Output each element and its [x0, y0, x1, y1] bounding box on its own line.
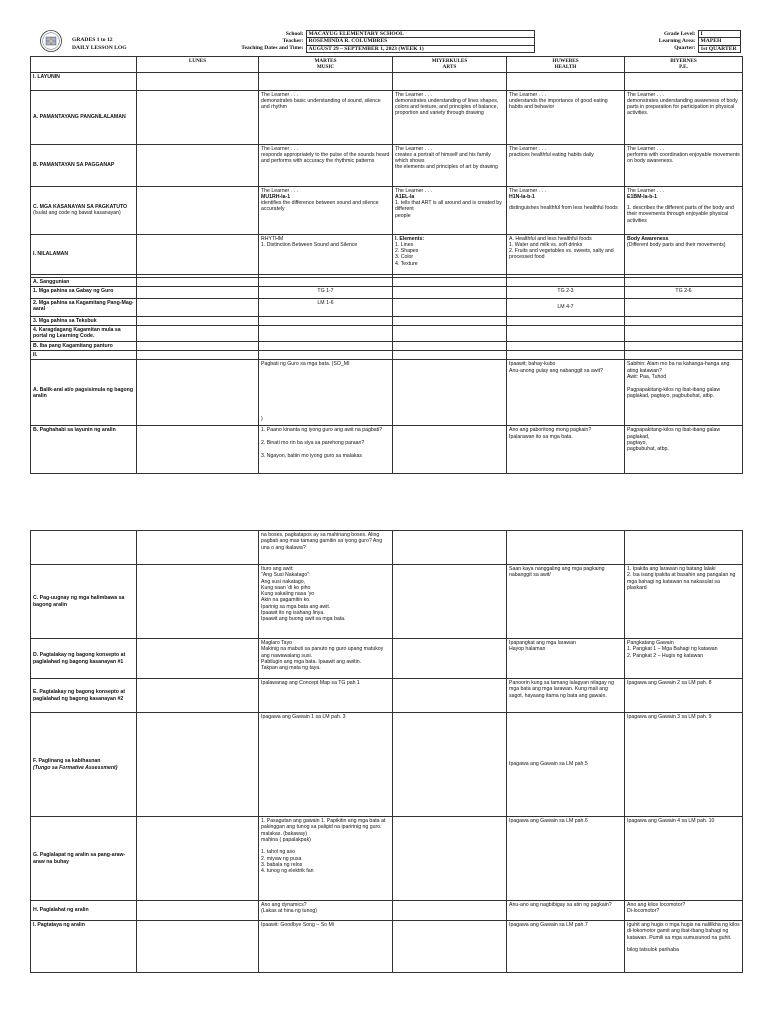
row-karagdagan-label: 4. Karagdagang Kagamitan mula sa portal ng Learning Code.: [31, 326, 137, 342]
row-pag-uugnay-biyernes: 1. Ipakita ang larawan ng batang lalaki 2. Isa isang ipakita at basahin ang pangalan ng mga bahagi ng katawan na nakasulat sa plaskard: [625, 565, 743, 639]
school-value: MACAYUG ELEMENTARY SCHOOL: [306, 31, 534, 38]
row-balik-aral-huwebes: Ipaawit; bahay-kubo Anu-anong gulay ang nabanggit sa awit?: [507, 360, 625, 426]
dates-label: Teaching Dates and Time:: [241, 45, 304, 52]
daily-lesson-log-label: DAILY LESSON LOG: [72, 45, 127, 51]
teacher-label: Teacher:: [282, 37, 304, 44]
row-paglalahat-label: H. Paglalahat ng aralin: [31, 901, 137, 921]
row-kagamitan-huwebes: LM 4-7: [507, 298, 625, 316]
grade-level-label: Grade Level:: [663, 30, 696, 37]
row-paglalahat-martes: Ano ang dynamics? (Lakas at hina ng tunog): [259, 901, 393, 921]
row-gabay-biyernes: TG 2-6: [625, 286, 743, 298]
grades-label: GRADES 1 to 12: [72, 37, 113, 43]
row-kagamitan-martes: LM 1-6: [259, 298, 393, 316]
learning-area-value: MAPEH: [698, 38, 740, 45]
deped-seal-logo: [40, 30, 62, 52]
row-balik-aral-martes: Pagbati ng Guro sa mga bata. (SO_MI ): [259, 360, 393, 426]
row-pagtalakay-2-label: E. Pagtalakay ng bagong konsepto at paglalahad ng bagong kasanayan #2: [31, 679, 137, 713]
row-b-biyernes: The Learner . . . performs with coordination enjoyable movements on body awareness.: [625, 144, 743, 186]
row-teksbuk-label: 3. Mga pahina sa Teksbuk: [31, 316, 137, 325]
row-ii-label: II.: [31, 351, 137, 360]
row-b-huwebes: The Learner . . . practices healthful eating habits daily: [507, 144, 625, 186]
row-b-miyerkules: The Learner . . . creates a portrait of himself and his family which shows the elements and principles of art by drawing: [393, 144, 507, 186]
row-nilalaman-miyerkules: I. Elements: 1. Lines 2. Shapes 3. Color 4. Texture: [393, 234, 507, 274]
row-pagtalakay-1-biyernes: Pangkatang Gawain 1. Pangkat 1 – Mga Bahagi ng katawan 2. Pangkat 2 – Hugis ng katawan: [625, 639, 743, 679]
row-paglalapat-label: G. Paglalapat ng aralin sa pang-araw-araw na buhay: [31, 817, 137, 901]
day-biyernes: BIYERNES P.E.: [625, 57, 743, 73]
row-a-huwebes: The Learner . . . understands the importance of good eating habits and behavior: [507, 90, 625, 144]
row-nilalaman-huwebes: A. Healthful and less healthful foods 1. Water and milk vs. soft drinks 2. Fruits and vegetables vs. sweets, salty and processed food: [507, 234, 625, 274]
lesson-log-table-page1: [30, 56, 743, 474]
row-pagtalakay-1-huwebes: Ipapangkat ang mga larawan Hayop halaman: [507, 639, 625, 679]
row-paglalahat-huwebes: Anu-ano ang nagbibigay sa atin ng pagkain?: [507, 901, 625, 921]
row-paglinang-biyernes: Ipagawa ang Gawain 3 sa LM pah. 9: [625, 713, 743, 817]
row-paglinang-martes: Ipagawa ang Gawain 1 sa LM pah. 3: [259, 713, 393, 817]
row-paglalapat-huwebes: Ipagawa ang Gawain sa LM pah.6: [507, 817, 625, 901]
row-a-miyerkules: The Learner . . . demonstrates understanding of lines shapes, colors and texture, and principles of balance, proportion and variety through drawing: [393, 90, 507, 144]
row-c-martes: The Learner . . . MU1RH-Ia-1 identifies the difference between sound and silence accurately: [259, 186, 393, 234]
teacher-value: ROSEMINDA R. COLUMBRES: [306, 38, 534, 45]
day-miyerkules: MIYERKULES ARTS: [393, 57, 507, 73]
row-pag-uugnay-huwebes: Saan kaya nanggaling ang mga pagkaing nabanggit sa awit/: [507, 565, 625, 639]
row-b-label: B. PAMANTAYAN SA PAGGANAP: [31, 144, 137, 186]
row-c-huwebes: The Learner . . . H1N-Ia-b-1 distinguishes healthful from less healthful foods: [507, 186, 625, 234]
row-pagtataya-label: I. Pagtataya ng aralin: [31, 921, 137, 973]
row-pagtataya-martes: Ipaawit: Goodbye Song – So Mi: [259, 921, 393, 973]
row-balik-aral-biyernes: Sabihin: Alam mo ba na kahanga-hanga ang ating katawan? Awit: Paa, Tuhod Pagpapakitang-kilos ng ibat-ibang galaw paglakad, pagtayo, pagbubuhat, atbp.: [625, 360, 743, 426]
row-c-label: C. MGA KASANAYAN SA PAGKATUTO (Isulat ang code ng bawat kasanayan): [31, 186, 137, 234]
row-a-label: A. PAMANTAYANG PANGNILALAMAN: [31, 90, 137, 144]
row-pagtalakay-2-biyernes: Ipagawa ang Gawain 2 sa LM pah. 8: [625, 679, 743, 713]
lesson-log-table-page2: [30, 530, 743, 973]
day-huwebes: HUWEBES HEALTH: [507, 57, 625, 73]
row-nilalaman-biyernes: Body Awareness (Different body parts and their movements): [625, 234, 743, 274]
row-pagtalakay-1-label: D. Pagtalakay ng bagong konsepto at paglalahad ng bagong kasanayan #1: [31, 639, 137, 679]
row-gabay-label: 1. Mga pahina sa Gabay ng Guro: [31, 286, 137, 298]
row-pagtalakay-1-martes: Maglaro Tayo Makinig na mabuti sa panuto ng guro upang matukoy ang nawawalang susi. Pabilugin ang mga bata. Ipaawit ang awitin. Takpan ang mata ng taya.: [259, 639, 393, 679]
row-balik-aral-label: A. Balik-aral at/o pagsisimula ng bagong aralin: [31, 360, 137, 426]
learning-area-label: Learning Area:: [658, 37, 696, 44]
row-top-martes: na boses, pagkatapos ay sa mahinang boses. Aling pagbati ang mas tamang gamitin sa iyong guro? Ang una o ang ikalawa?: [259, 531, 393, 565]
row-pagtalakay-2-huwebes: Panoorin kung sa tamang lalagyan nilagay ng mga bata ang mga larawan. Kung mali ang sagot, hayaang itama ng bata ang gawain.: [507, 679, 625, 713]
row-pag-uugnay-label: C. Pag-uugnay ng mga halimbawa sa bagong aralin: [31, 565, 137, 639]
row-pagtataya-huwebes: Ipagawa ang Gawain sa LM pah.7: [507, 921, 625, 973]
row-sanggunian-label: A. Sanggunian: [31, 277, 137, 286]
row-b-martes: The Learner . . . responds appropriately to the pulse of the sounds heard and performs with accuracy the rhythmic patterns: [259, 144, 393, 186]
row-iba-pang-label: B. Iba pang Kagamitang panturo: [31, 341, 137, 350]
row-c-biyernes: The Learner . . . E1BM-Ia-b-1 1. describes the different parts of the body and their movements through enjoyable physical activities: [625, 186, 743, 234]
quarter-value: 1st QUARTER: [698, 45, 740, 52]
row-pag-uugnay-martes: Ituro ang awit: "Ang Susi Nakatago": Ang susi nakatago, Kung saan 'di ko piho Kung sakaling nasa 'yo Akin na gagamitin ko. Iparinig sa mga bata ang awit. Ipaawit ito ng isahang linya. Ipaawit ang buong awit sa mga bata.: [259, 565, 393, 639]
row-gabay-martes: TG 1-7: [259, 286, 393, 298]
row-layunin: I. LAYUNIN: [31, 72, 137, 90]
row-pagtataya-biyernes: Iguhit ang hugis o mga hugis na nalilikha ng kilos di-lokomotor gamit ang ibat-ibang bahagi ng katawan. Pumili sa mga sumusunod na guhit. bilog tatsulok parihaba: [625, 921, 743, 973]
row-pagtalakay-2-martes: Ipalawanag ang Concept Map sa TG pah 1: [259, 679, 393, 713]
row-paglalapat-martes: 1. Pasagutan ang gawain 1. Papikitin ang mga bata at pakinggan ang tunog sa paligid na iparirinig ng guro. malakas. (bakaway) mahina ( papalakpak) 1. tahol ng aso 2. miyaw ng pusa 3. babala ng relos 4. tunog ng elektrik fan: [259, 817, 393, 901]
grade-level-value: I: [698, 31, 740, 38]
row-paghahabi-biyernes: Pagpapakitang-kilos ng ibat-ibang galaw paglakad, pagtayo, pagbubuhat, atbp.: [625, 426, 743, 474]
day-martes: MARTES MUSIC: [259, 57, 393, 73]
row-paglinang-huwebes: Ipagawa ang Gawain sa LM pah.5: [507, 713, 625, 817]
form-title: [72, 36, 127, 52]
row-a-biyernes: The Learner . . . demonstrates understanding awareness of body parts in preparation for participation in physical activities.: [625, 90, 743, 144]
school-label: School:: [285, 30, 304, 37]
row-paghahabi-huwebes: Ano ang paboritong mong pagkain? Ipalarawan ito sa mga bata.: [507, 426, 625, 474]
row-paglalapat-biyernes: Ipagawa ang Gawain 4 sa LM pah. 10: [625, 817, 743, 901]
row-kagamitan-label: 2. Mga pahina sa Kagamitang Pang-Mag-aaral: [31, 298, 137, 316]
day-lunes: LUNES: [137, 57, 259, 73]
row-nilalaman-martes: RHYTHM 1. Distinction Between Sound and Silence: [259, 234, 393, 274]
row-paghahabi-label: B. Paghahabi sa layunin ng aralin: [31, 426, 137, 474]
quarter-label: Quarter:: [674, 45, 696, 52]
row-a-martes: The Learner . . . demonstrates basic understanding of sound, silence and rhythm: [259, 90, 393, 144]
row-nilalaman-label: I. NILALAMAN: [31, 234, 137, 274]
row-c-miyerkules: The Learner . . . A1EL-Ia 1. tells that ART is all around and is created by different people: [393, 186, 507, 234]
header-info-table: [140, 30, 741, 53]
row-paglinang-label: F. Paglinang sa kabihasnan (Tungo sa Formative Assessment): [31, 713, 137, 817]
dates-value: AUGUST 29 – SEPTEMBER 1, 2023 (WEEK 1): [306, 45, 534, 52]
row-paglalahat-biyernes: Ano ang kilos locomotor? Di-locomotor?: [625, 901, 743, 921]
row-gabay-huwebes: TG 2-3: [507, 286, 625, 298]
row-paghahabi-martes: 1. Paano kinanta ng iyong guro ang awit na pagbati? 2. Binati mo rin ba siya sa parehong paraan? 3. Ngayon, batiin mo iyong guro sa malakas: [259, 426, 393, 474]
